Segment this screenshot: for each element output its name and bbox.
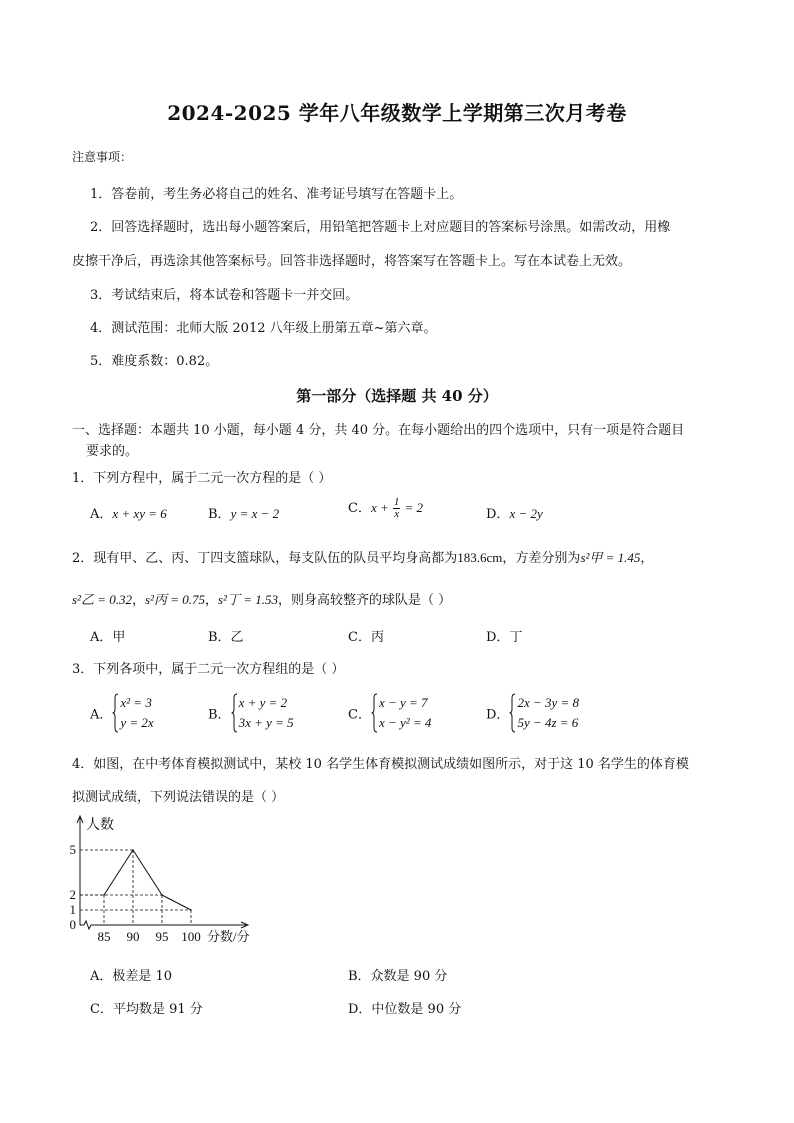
equation-line: x + y = 2	[238, 695, 288, 710]
option-text: y = x − 2	[230, 506, 280, 521]
variance-bing: s²丙 = 0.75	[145, 592, 205, 607]
data-point	[103, 894, 105, 896]
section-instructions-continued: 要求的。	[86, 444, 139, 459]
brace-icon	[509, 693, 516, 733]
equation-line: x − y² = 4	[378, 715, 432, 730]
equation-line: y = 2x	[120, 715, 154, 730]
q2-option-a: A．甲	[90, 630, 126, 645]
separator: ，	[640, 551, 654, 566]
y-tick-label: 2	[69, 887, 76, 902]
notice-item: 2．回答选择题时，选出每小题答案后，用铅笔把答题卡上对应题目的答案标号涂黑。如需改动，用橡	[90, 220, 671, 235]
y-tick-label: 0	[69, 917, 76, 932]
section-instructions: 一、选择题：本题共 10 小题，每小题 4 分，共 40 分。在每小题给出的四个选项中，只有一项是符合题目	[72, 423, 685, 438]
y-tick-label: 5	[69, 842, 76, 857]
height-value: 183.6cm	[457, 550, 503, 565]
q3-option-a	[90, 693, 154, 733]
notice-heading: 注意事项：	[72, 150, 133, 164]
notice-item: 3．考试结束后，将本试卷和答题卡一并交回。	[90, 288, 359, 303]
q4-option-d: D．中位数是 90 分	[348, 1002, 462, 1017]
equation-system	[112, 693, 153, 733]
variance-yi: s²乙 = 0.32	[72, 592, 132, 607]
x-axis-title: 分数/分	[207, 929, 250, 944]
y-axis-title: 人数	[86, 818, 114, 833]
equation-line: 3x + y = 5	[238, 715, 294, 730]
q1-option-c	[348, 497, 423, 520]
chart-guides	[80, 850, 191, 925]
option-label: D．	[486, 707, 510, 723]
q3-option-d	[486, 693, 579, 733]
option-label: C．	[348, 501, 371, 516]
variance-ding: s²丁 = 1.53	[218, 592, 278, 607]
fraction-denominator: x	[394, 508, 400, 520]
brace-icon	[231, 693, 238, 733]
option-label: D．	[486, 507, 510, 522]
data-point	[161, 894, 163, 896]
notice-item: 5．难度系数：0.82。	[90, 354, 219, 369]
series-segment	[104, 850, 133, 895]
y-tick-label: 1	[69, 902, 76, 917]
separator: ，	[131, 593, 145, 608]
notice-item-continued: 皮擦干净后，再选涂其他答案标号。回答非选择题时，将答案写在答题卡上。写在本试卷上无效。	[72, 254, 632, 269]
fraction	[393, 497, 401, 520]
notice-item: 4．测试范围：北师大版 2012 八年级上册第五章~第六章。	[90, 321, 437, 336]
separator: ，	[204, 593, 218, 608]
option-text-pre: x +	[370, 500, 389, 515]
question-1-stem: 1．下列方程中，属于二元一次方程的是（ ）	[72, 471, 332, 486]
q1-option-d	[486, 503, 543, 522]
series-segment	[162, 895, 191, 910]
variance-jia: s²甲 = 1.45	[580, 550, 641, 565]
option-text-post: = 2	[404, 500, 424, 515]
page-title: 2024-2025 学年八年级数学上学期第三次月考卷	[167, 101, 627, 125]
data-point	[132, 849, 134, 851]
stem-text: 2．现有甲、乙、丙、丁四支篮球队，每支队伍的队员平均身高都为	[72, 551, 458, 566]
equation-line: 5y − 4z = 6	[517, 715, 579, 730]
stem-text: ，则身高较整齐的球队是（ ）	[277, 593, 452, 608]
question-4-stem-continued: 拟测试成绩，下列说法错误的是（ ）	[72, 790, 285, 805]
q2-option-b: B．乙	[208, 630, 244, 645]
option-label: B．	[208, 507, 231, 522]
q4-option-b: B．众数是 90 分	[348, 969, 448, 984]
question-2-stem-continued	[72, 589, 451, 608]
notice-item: 1．答卷前，考生务必将自己的姓名、准考证号填写在答题卡上。	[90, 187, 463, 202]
chart-series	[103, 849, 192, 911]
part-title: 第一部分（选择题 共 40 分）	[296, 387, 498, 405]
equation-line: x − y = 7	[378, 695, 428, 710]
option-text: x + xy = 6	[112, 506, 167, 521]
fraction-numerator: 1	[393, 496, 400, 508]
x-tick-label: 95	[155, 929, 169, 944]
q2-option-d: D．丁	[486, 630, 523, 645]
brace-icon	[112, 693, 119, 733]
q4-option-a: A．极差是 10	[90, 969, 173, 984]
q4-option-c: C．平均数是 91 分	[90, 1002, 203, 1017]
option-label: C．	[348, 707, 371, 723]
option-label: A．	[90, 507, 113, 522]
x-tick-label: 90	[126, 929, 140, 944]
q2-option-c: C．丙	[348, 630, 384, 645]
option-text: x − 2y	[509, 506, 543, 521]
x-tick-label: 85	[97, 929, 111, 944]
equation-line: 2x − 3y = 8	[517, 695, 580, 710]
q3-option-b	[208, 693, 294, 733]
data-point	[190, 909, 192, 911]
stem-text: ，方差分别为	[502, 551, 581, 566]
equation-system	[231, 693, 294, 733]
series-segment	[133, 850, 162, 895]
option-label: A．	[90, 707, 113, 723]
q1-option-b	[208, 503, 279, 522]
q3-option-c	[348, 693, 431, 733]
option-label: B．	[208, 707, 231, 723]
axis-break-icon	[84, 921, 91, 929]
equation-line: x² = 3	[120, 695, 152, 710]
equation-system	[509, 693, 579, 733]
question-3-stem: 3．下列各项中，属于二元一次方程组的是（ ）	[72, 662, 345, 677]
x-tick-label: 100	[181, 929, 201, 944]
question-4-stem: 4．如图，在中考体育模拟测试中，某校 10 名学生体育模拟测试成绩如图所示，对于这 10 名学生的体育模	[72, 757, 689, 772]
equation-system	[371, 693, 431, 733]
brace-icon	[371, 693, 378, 733]
question-2-stem	[72, 547, 653, 566]
score-line-chart	[60, 810, 270, 950]
q1-option-a	[90, 503, 167, 522]
